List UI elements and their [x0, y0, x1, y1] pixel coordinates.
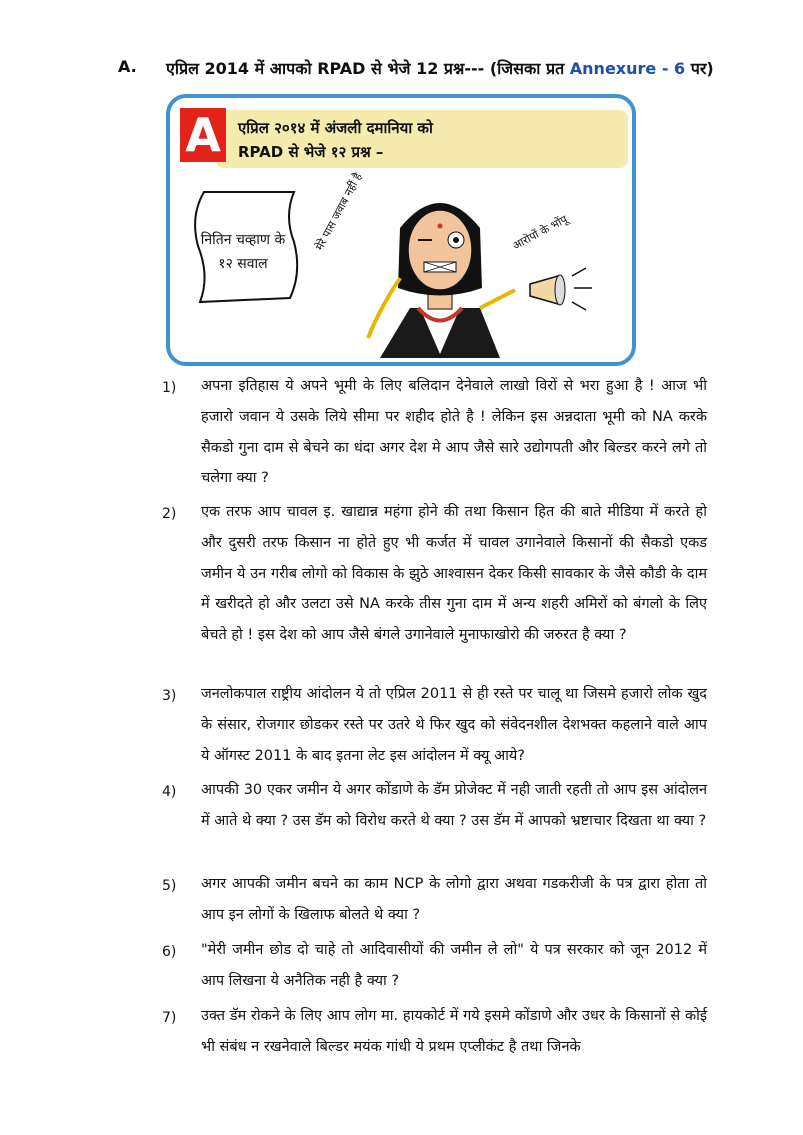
cartoon-figure	[340, 158, 540, 358]
question-number: 5)	[162, 878, 177, 894]
scroll-text: नितिन चव्हाण के १२ सवाल	[200, 232, 286, 272]
banner-line-2: RPAD से भेजे १२ प्रश्न –	[238, 143, 384, 161]
question-number: 6)	[162, 944, 177, 960]
question-text: आपकी 30 एकर जमीन ये अगर कोंडाणे के डॅम प्रोजेक्ट में नही जाती रहती तो आप इस आंदोलन में आते थे क्या ? उस डॅम को विरोध करते थे क्या ? उस डॅम में आपको भ्रष्टाचार दिखता था क्या ?	[201, 782, 707, 829]
section-title-main: एप्रिल 2014 में आपको RPAD से भेजे 12 प्रश्न--- (जिसका प्रत	[166, 59, 570, 78]
question-text: उक्त डॅम रोकने के लिए आप लोग मा. हायकोर्ट में गये इसमे कोंडाणे और उधर के किसानों से कोई भी संबंध न रखनेवाले बिल्डर मयंक गांधी ये प्रथम एप्लीकंट है तथा जिनके	[201, 1008, 707, 1055]
section-heading	[118, 57, 758, 83]
section-title-end: पर)	[685, 59, 714, 78]
caption-no-answer: मेरे पास जवाब नहीं है	[312, 170, 365, 253]
section-title	[166, 57, 714, 79]
badge-letter: A	[180, 108, 226, 162]
question-number: 7)	[162, 1010, 177, 1026]
question-number: 1)	[162, 380, 177, 396]
annexure-reference: Annexure - 6	[569, 59, 686, 78]
cartoon-illustration	[166, 94, 636, 366]
question-text: "मेरी जमीन छोड दो चाहे तो आदिवासीयों की जमीन ले लो" ये पत्र सरकार को जून 2012 में आप लिखना ये अनैतिक नही है क्या ?	[201, 942, 707, 989]
question-number: 2)	[162, 506, 177, 522]
question-number: 3)	[162, 688, 177, 704]
question-text: जनलोकपाल राष्ट्रीय आंदोलन ये तो एप्रिल 2011 से ही रस्ते पर चालू था जिसमे हजारो लोक खुद के संसार, रोजगार छोडकर रस्ते पर उतरे थे फिर खुद को संवेदनशील देशभक्त कहलाने वाले आप ये ऑगस्ट 2011 के बाद इतना लेट इस आंदोलन में क्यू आये?	[201, 686, 707, 764]
question-text: अगर आपकी जमीन बचने का काम NCP के लोगो द्वारा अथवा गडकरीजी के पत्र द्वारा होता तो आप इन लोगों के खिलाफ बोलते थे क्या ?	[201, 876, 707, 923]
caption-megaphone: आरोपों के भोंपू	[510, 212, 570, 253]
banner-line-1: एप्रिल २०१४ में अंजली दमानिया को	[238, 119, 433, 137]
question-text: एक तरफ आप चावल इ. खाद्यान्न महंगा होने की तथा किसान हित की बाते मीडिया में करते हो और दुसरी तरफ किसान ना होते हुए भी कर्जत में चावल उगानेवाले किसानों की सैकडो एकड जमीन ये उन गरीब लोगो को विकास के झुठे आश्वासन देकर किसी सावकार के जैसे कौडी के दाम में खरीदते हो और उलटा उसे NA करके तीस गुना दाम में अन्य शहरी अमिरों को बंगलो के लिए बेचते हो ! इस देश को आप जैसे बंगले उगानेवाले मुनाफाखोरो की जरुरत है क्या ?	[201, 504, 707, 644]
section-letter: A.	[118, 57, 137, 76]
question-text: अपना इतिहास ये अपने भूमी के लिए बलिदान देनेवाले लाखो विरों से भरा हुआ है ! आज भी हजारो जवान ये उसके लिये सीमा पर शहीद होते है ! लेकिन इस अन्नदाता भूमी को NA करके सैकडो गुना दाम से बेचने का धंदा अगर देश मे आप जैसे सारे उद्योगपती और बिल्डर करने लगे तो चलेगा क्या ?	[201, 378, 707, 487]
question-number: 4)	[162, 784, 177, 800]
megaphone-icon	[520, 258, 610, 318]
